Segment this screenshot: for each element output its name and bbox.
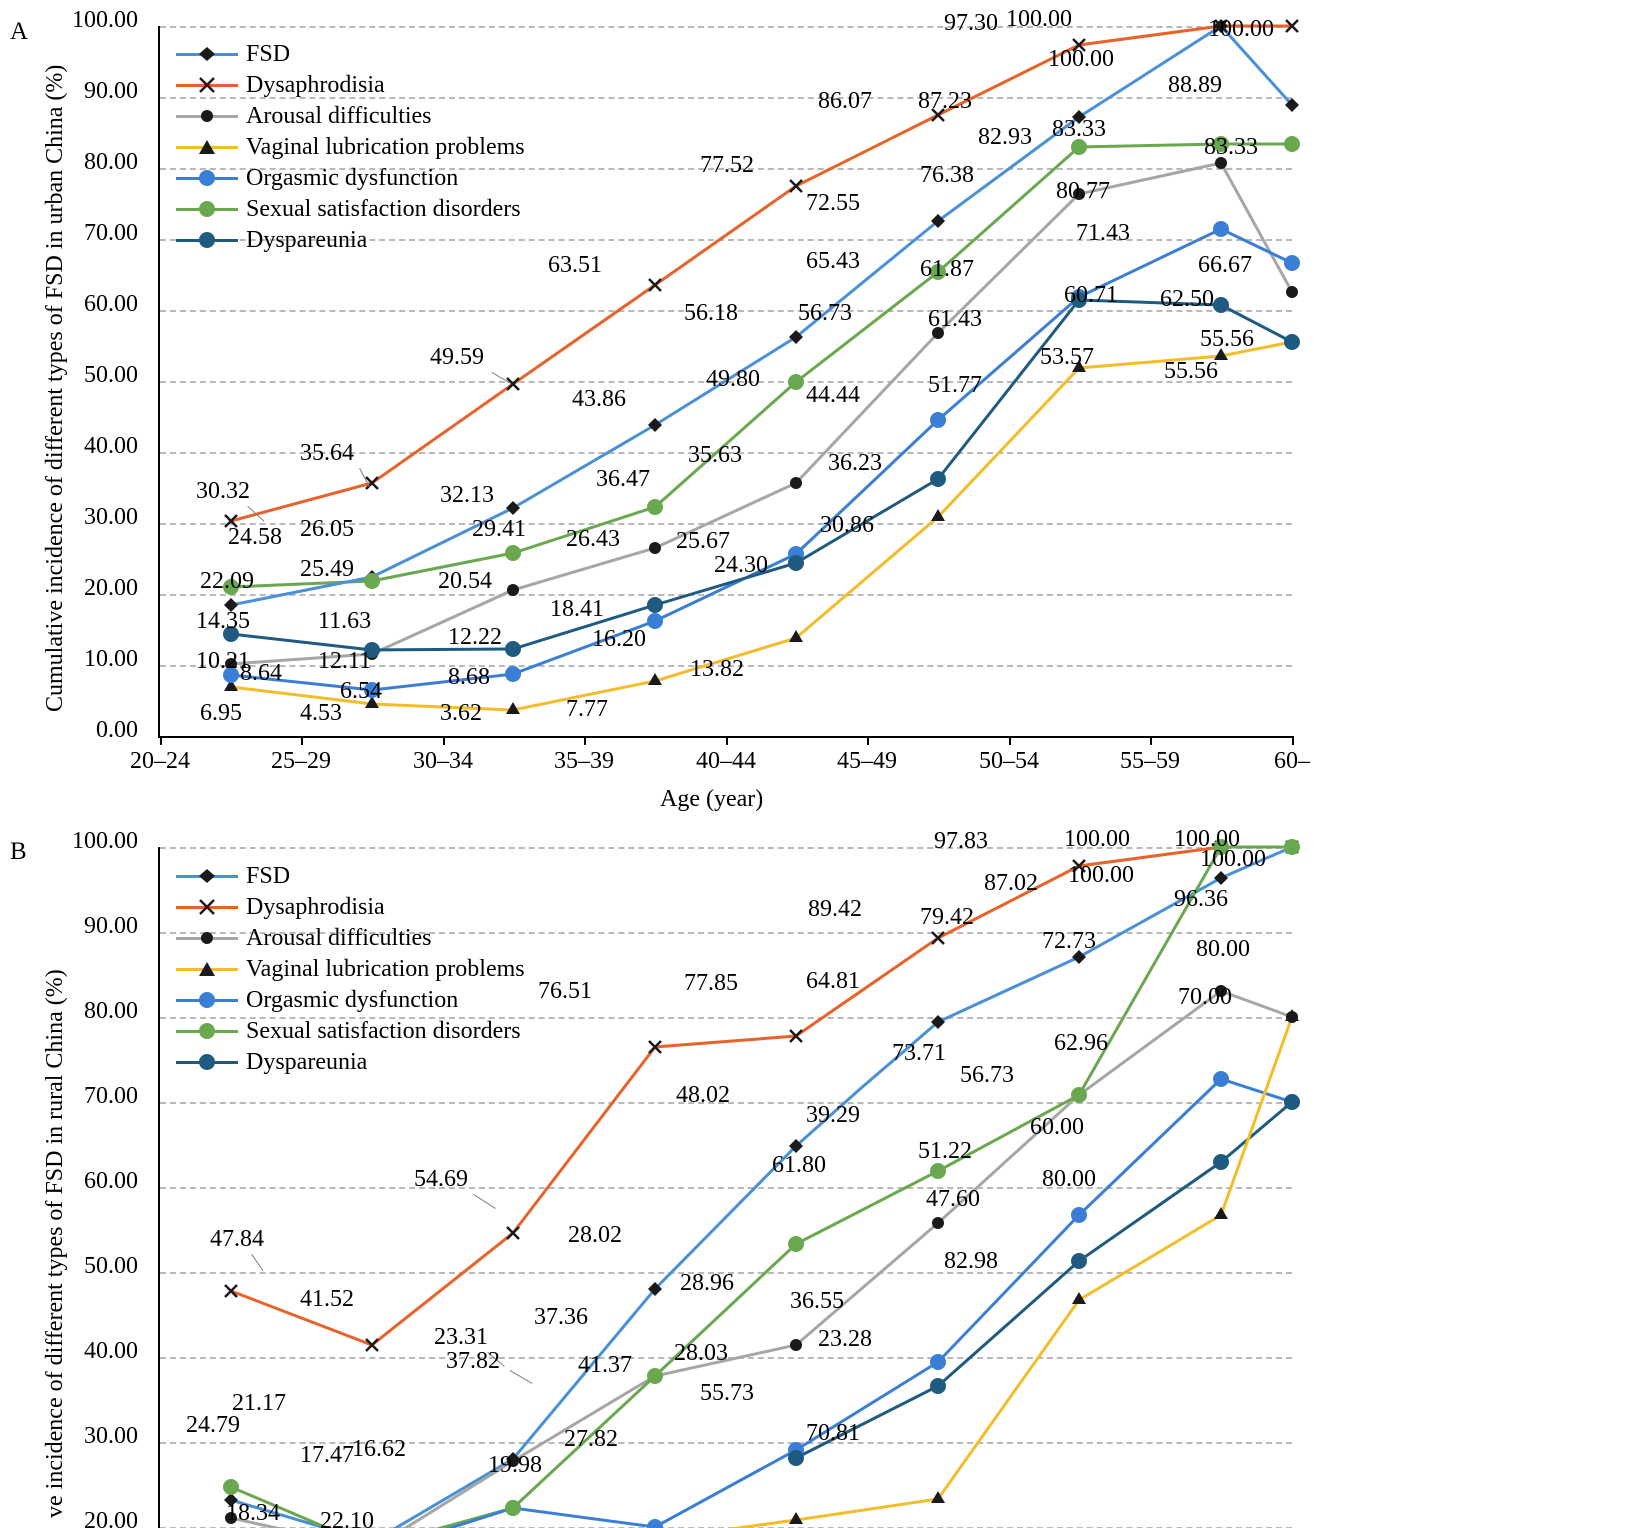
data-label: 87.23 <box>918 88 972 114</box>
panel-a-ytick-9: 90.00 <box>84 78 138 104</box>
panel-a-ytick-8: 80.00 <box>84 149 138 175</box>
legend-marker-circle-darkblue-icon <box>176 227 238 253</box>
data-label: 43.86 <box>572 386 626 412</box>
data-label: 26.05 <box>300 516 354 542</box>
data-label: 56.73 <box>798 300 852 326</box>
data-label: 76.51 <box>538 978 592 1004</box>
data-label: 80.77 <box>1056 178 1110 204</box>
legend-item-orgasmic-dysfunction[interactable] <box>176 984 525 1015</box>
data-label: 49.59 <box>430 344 484 370</box>
panel-b-y-axis-label: ve incidence of different types of FSD in rural China (%) <box>42 969 68 1518</box>
series-markers-orgasmic-dysfunction <box>505 1071 1300 1528</box>
data-label: 100.00 <box>1174 826 1240 852</box>
data-label: 28.02 <box>568 1222 622 1248</box>
panel-b-ytick-6: 80.00 <box>84 998 138 1024</box>
data-label: 41.37 <box>578 1352 632 1378</box>
legend-marker-diamond-icon <box>176 863 238 889</box>
data-label: 25.49 <box>300 556 354 582</box>
data-label: 10.21 <box>196 648 250 674</box>
data-label: 41.52 <box>300 1286 354 1312</box>
panel-b-ytick-3: 50.00 <box>84 1253 138 1279</box>
legend-marker-circle-darkblue-icon <box>176 1049 238 1075</box>
data-label: 87.02 <box>984 870 1038 896</box>
data-label: 65.43 <box>806 248 860 274</box>
legend-label: Dyspareunia <box>246 226 368 253</box>
data-label: 3.62 <box>440 700 482 726</box>
legend-label: Vaginal lubrication problems <box>246 133 525 160</box>
panel-b-ytick-1: 30.00 <box>84 1423 138 1449</box>
data-label: 80.00 <box>1042 1166 1096 1192</box>
data-label: 18.41 <box>550 596 604 622</box>
data-label: 39.29 <box>806 1102 860 1128</box>
legend-marker-cross-icon <box>176 894 238 920</box>
legend-marker-circle-green-icon <box>176 1018 238 1044</box>
data-label: 35.64 <box>300 440 354 466</box>
data-label: 97.83 <box>934 828 988 854</box>
legend-item-sexual-satisfaction-disorders[interactable] <box>176 193 525 224</box>
data-label: 17.47 <box>300 1442 354 1468</box>
data-label: 8.64 <box>240 660 282 686</box>
panel-b-ytick-0: 20.00 <box>84 1508 138 1528</box>
data-label: 51.22 <box>918 1138 972 1164</box>
data-label: 55.73 <box>700 1380 754 1406</box>
data-label: 60.71 <box>1064 282 1118 308</box>
data-label: 62.50 <box>1160 286 1214 312</box>
data-label: 66.67 <box>1198 252 1252 278</box>
panel-a-xtick-0: 20–24 <box>130 748 190 774</box>
data-label: 6.95 <box>200 700 242 726</box>
panel-a-ytick-5: 50.00 <box>84 362 138 388</box>
legend-label: FSD <box>246 40 291 67</box>
legend-marker-circle-blue-icon <box>176 165 238 191</box>
data-label: 97.30 <box>944 10 998 36</box>
panel-a-ytick-2: 20.00 <box>84 575 138 601</box>
series-markers-dyspareunia <box>788 1094 1300 1466</box>
panel-b-ytick-5: 70.00 <box>84 1083 138 1109</box>
data-label: 100.00 <box>1068 862 1134 888</box>
data-label: 4.53 <box>300 700 342 726</box>
data-label: 55.56 <box>1200 326 1254 352</box>
legend-label: Vaginal lubrication problems <box>246 955 525 982</box>
panel-a-xtick-8: 60– <box>1274 748 1310 774</box>
data-label: 21.17 <box>232 1390 286 1416</box>
data-label: 24.58 <box>228 524 282 550</box>
panel-b-ytick-8: 100.00 <box>72 828 138 854</box>
legend-marker-triangle-icon <box>176 134 238 160</box>
series-line-orgasmic-dysfunction <box>231 226 1292 690</box>
data-label: 53.57 <box>1040 344 1094 370</box>
data-label: 30.32 <box>196 478 250 504</box>
panel-a-xtick-5: 45–49 <box>837 748 897 774</box>
legend-marker-circle-blue-icon <box>176 987 238 1013</box>
data-label: 56.73 <box>960 1062 1014 1088</box>
data-label: 12.11 <box>318 648 372 674</box>
data-label: 36.23 <box>828 450 882 476</box>
series-markers-vaginal-lubrication-problems <box>365 1009 1299 1528</box>
legend-label: FSD <box>246 862 291 889</box>
data-label: 100.00 <box>1200 846 1266 872</box>
data-label: 72.73 <box>1042 928 1096 954</box>
data-label: 36.47 <box>596 466 650 492</box>
data-label: 28.96 <box>680 1270 734 1296</box>
panel-b-legend <box>176 860 525 1077</box>
legend-item-dysaphrodisia[interactable] <box>176 891 525 922</box>
data-label: 64.81 <box>806 968 860 994</box>
panel-a-xtick-2: 30–34 <box>413 748 473 774</box>
data-label: 77.85 <box>684 970 738 996</box>
data-label: 76.38 <box>920 162 974 188</box>
panel-a-letter: A <box>10 18 29 45</box>
legend-item-fsd[interactable] <box>176 38 525 69</box>
data-label: 89.42 <box>808 896 862 922</box>
panel-a-xtick-4: 40–44 <box>696 748 756 774</box>
data-label: 35.63 <box>688 442 742 468</box>
data-label: 82.93 <box>978 124 1032 150</box>
panel-a-xtick-1: 25–29 <box>271 748 331 774</box>
data-label: 19.98 <box>488 1452 542 1478</box>
legend-label: Arousal difficulties <box>246 924 432 951</box>
data-label: 44.44 <box>806 382 860 408</box>
data-label: 26.43 <box>566 526 620 552</box>
data-label: 7.77 <box>566 696 608 722</box>
data-label: 70.81 <box>806 1420 860 1446</box>
data-label: 28.03 <box>674 1340 728 1366</box>
data-label: 37.36 <box>534 1304 588 1330</box>
data-label: 23.28 <box>818 1326 872 1352</box>
series-markers-orgasmic-dysfunction <box>223 221 1300 698</box>
legend-marker-cross-icon <box>176 72 238 98</box>
data-label: 60.00 <box>1030 1114 1084 1140</box>
legend-item-vaginal-lubrication-problems[interactable] <box>176 131 525 162</box>
legend-marker-dot-icon <box>176 103 238 129</box>
legend-label: Orgasmic dysfunction <box>246 986 459 1013</box>
data-label: 23.31 <box>434 1324 488 1350</box>
data-label: 47.60 <box>926 1186 980 1212</box>
panel-b <box>0 818 1646 1528</box>
legend-label: Sexual satisfaction disorders <box>246 195 521 222</box>
panel-a-x-axis-label: Age (year) <box>660 786 764 812</box>
panel-b-letter: B <box>10 838 27 865</box>
data-label: 70.00 <box>1178 984 1232 1010</box>
data-label: 62.96 <box>1054 1030 1108 1056</box>
data-label: 24.30 <box>714 552 768 578</box>
legend-item-arousal-difficulties[interactable] <box>176 922 525 953</box>
series-line-vaginal-lubrication-problems <box>231 342 1292 710</box>
series-line-dyspareunia <box>231 300 1292 650</box>
data-label: 24.79 <box>186 1412 240 1438</box>
data-label: 29.41 <box>472 516 526 542</box>
panel-a-ytick-10: 100.00 <box>72 7 138 33</box>
series-markers-vaginal-lubrication-problems <box>224 334 1299 714</box>
data-label: 88.89 <box>1168 72 1222 98</box>
data-label: 11.63 <box>318 608 372 634</box>
legend-marker-diamond-icon <box>176 41 238 67</box>
data-label: 83.33 <box>1204 134 1258 160</box>
data-label: 63.51 <box>548 252 602 278</box>
data-label: 27.82 <box>564 1426 618 1452</box>
data-label: 37.82 <box>446 1348 500 1374</box>
data-label: 30.86 <box>820 512 874 538</box>
legend-item-vaginal-lubrication-problems[interactable] <box>176 953 525 984</box>
data-label: 14.35 <box>196 608 250 634</box>
data-label: 13.82 <box>690 656 744 682</box>
data-label: 80.00 <box>1196 936 1250 962</box>
data-label: 73.71 <box>892 1040 946 1066</box>
data-label: 47.84 <box>210 1226 264 1252</box>
panel-b-ytick-7: 90.00 <box>84 913 138 939</box>
data-label: 6.54 <box>340 678 382 704</box>
legend-item-dyspareunia[interactable] <box>176 224 525 255</box>
data-label: 83.33 <box>1052 116 1106 142</box>
panel-a-ytick-7: 70.00 <box>84 220 138 246</box>
panel-a-xtick-7: 55–59 <box>1120 748 1180 774</box>
panel-a-ytick-1: 10.00 <box>84 646 138 672</box>
panel-a-xtick-3: 35–39 <box>554 748 614 774</box>
data-label: 86.07 <box>818 88 872 114</box>
data-label: 20.54 <box>438 568 492 594</box>
data-label: 25.67 <box>676 528 730 554</box>
data-label: 51.77 <box>928 372 982 398</box>
data-label: 55.56 <box>1164 358 1218 384</box>
legend-label: Dysaphrodisia <box>246 71 385 98</box>
data-label: 61.43 <box>928 306 982 332</box>
panel-a-ytick-4: 40.00 <box>84 433 138 459</box>
legend-label: Orgasmic dysfunction <box>246 164 459 191</box>
legend-item-arousal-difficulties[interactable] <box>176 100 525 131</box>
data-label: 71.43 <box>1076 220 1130 246</box>
data-label: 72.55 <box>806 190 860 216</box>
data-label: 56.18 <box>684 300 738 326</box>
data-label: 100.00 <box>1064 826 1130 852</box>
panel-a-xtick-6: 50–54 <box>979 748 1039 774</box>
panel-a-y-axis-label: Cumulative incidence of different types of FSD in urban China (%) <box>42 64 68 712</box>
data-label: 22.09 <box>200 568 254 594</box>
data-label: 100.00 <box>1048 46 1114 72</box>
legend-item-sexual-satisfaction-disorders[interactable] <box>176 1015 525 1046</box>
data-label: 18.34 <box>226 1500 280 1526</box>
data-label: 32.13 <box>440 482 494 508</box>
data-label: 16.20 <box>592 626 646 652</box>
legend-item-dyspareunia[interactable] <box>176 1046 525 1077</box>
data-label: 54.69 <box>414 1166 468 1192</box>
legend-marker-circle-green-icon <box>176 196 238 222</box>
legend-marker-triangle-icon <box>176 956 238 982</box>
data-label: 12.22 <box>448 624 502 650</box>
panel-a-ytick-0: 0.00 <box>96 717 138 743</box>
data-label: 79.42 <box>920 904 974 930</box>
legend-label: Dysaphrodisia <box>246 893 385 920</box>
data-label: 96.36 <box>1174 886 1228 912</box>
data-label: 100.00 <box>1208 16 1274 42</box>
legend-item-dysaphrodisia[interactable] <box>176 69 525 100</box>
legend-item-fsd[interactable] <box>176 860 525 891</box>
legend-label: Sexual satisfaction disorders <box>246 1017 521 1044</box>
panel-a-legend <box>176 38 525 255</box>
data-label: 16.62 <box>352 1436 406 1462</box>
panel-a-ytick-3: 30.00 <box>84 504 138 530</box>
data-label: 100.00 <box>1006 6 1072 32</box>
data-label: 77.52 <box>700 152 754 178</box>
data-label: 8.68 <box>448 664 490 690</box>
data-label: 61.80 <box>772 1152 826 1178</box>
legend-label: Dyspareunia <box>246 1048 368 1075</box>
data-label: 49.80 <box>706 366 760 392</box>
data-label: 48.02 <box>676 1082 730 1108</box>
tickmark <box>1292 736 1294 745</box>
data-label: 36.55 <box>790 1288 844 1314</box>
legend-item-orgasmic-dysfunction[interactable] <box>176 162 525 193</box>
panel-b-ytick-4: 60.00 <box>84 1168 138 1194</box>
data-label: 82.98 <box>944 1248 998 1274</box>
legend-marker-dot-icon <box>176 925 238 951</box>
data-label: 61.87 <box>920 256 974 282</box>
panel-a-ytick-6: 60.00 <box>84 291 138 317</box>
legend-label: Arousal difficulties <box>246 102 432 129</box>
data-label: 22.10 <box>320 1508 374 1528</box>
panel-b-ytick-2: 40.00 <box>84 1338 138 1364</box>
